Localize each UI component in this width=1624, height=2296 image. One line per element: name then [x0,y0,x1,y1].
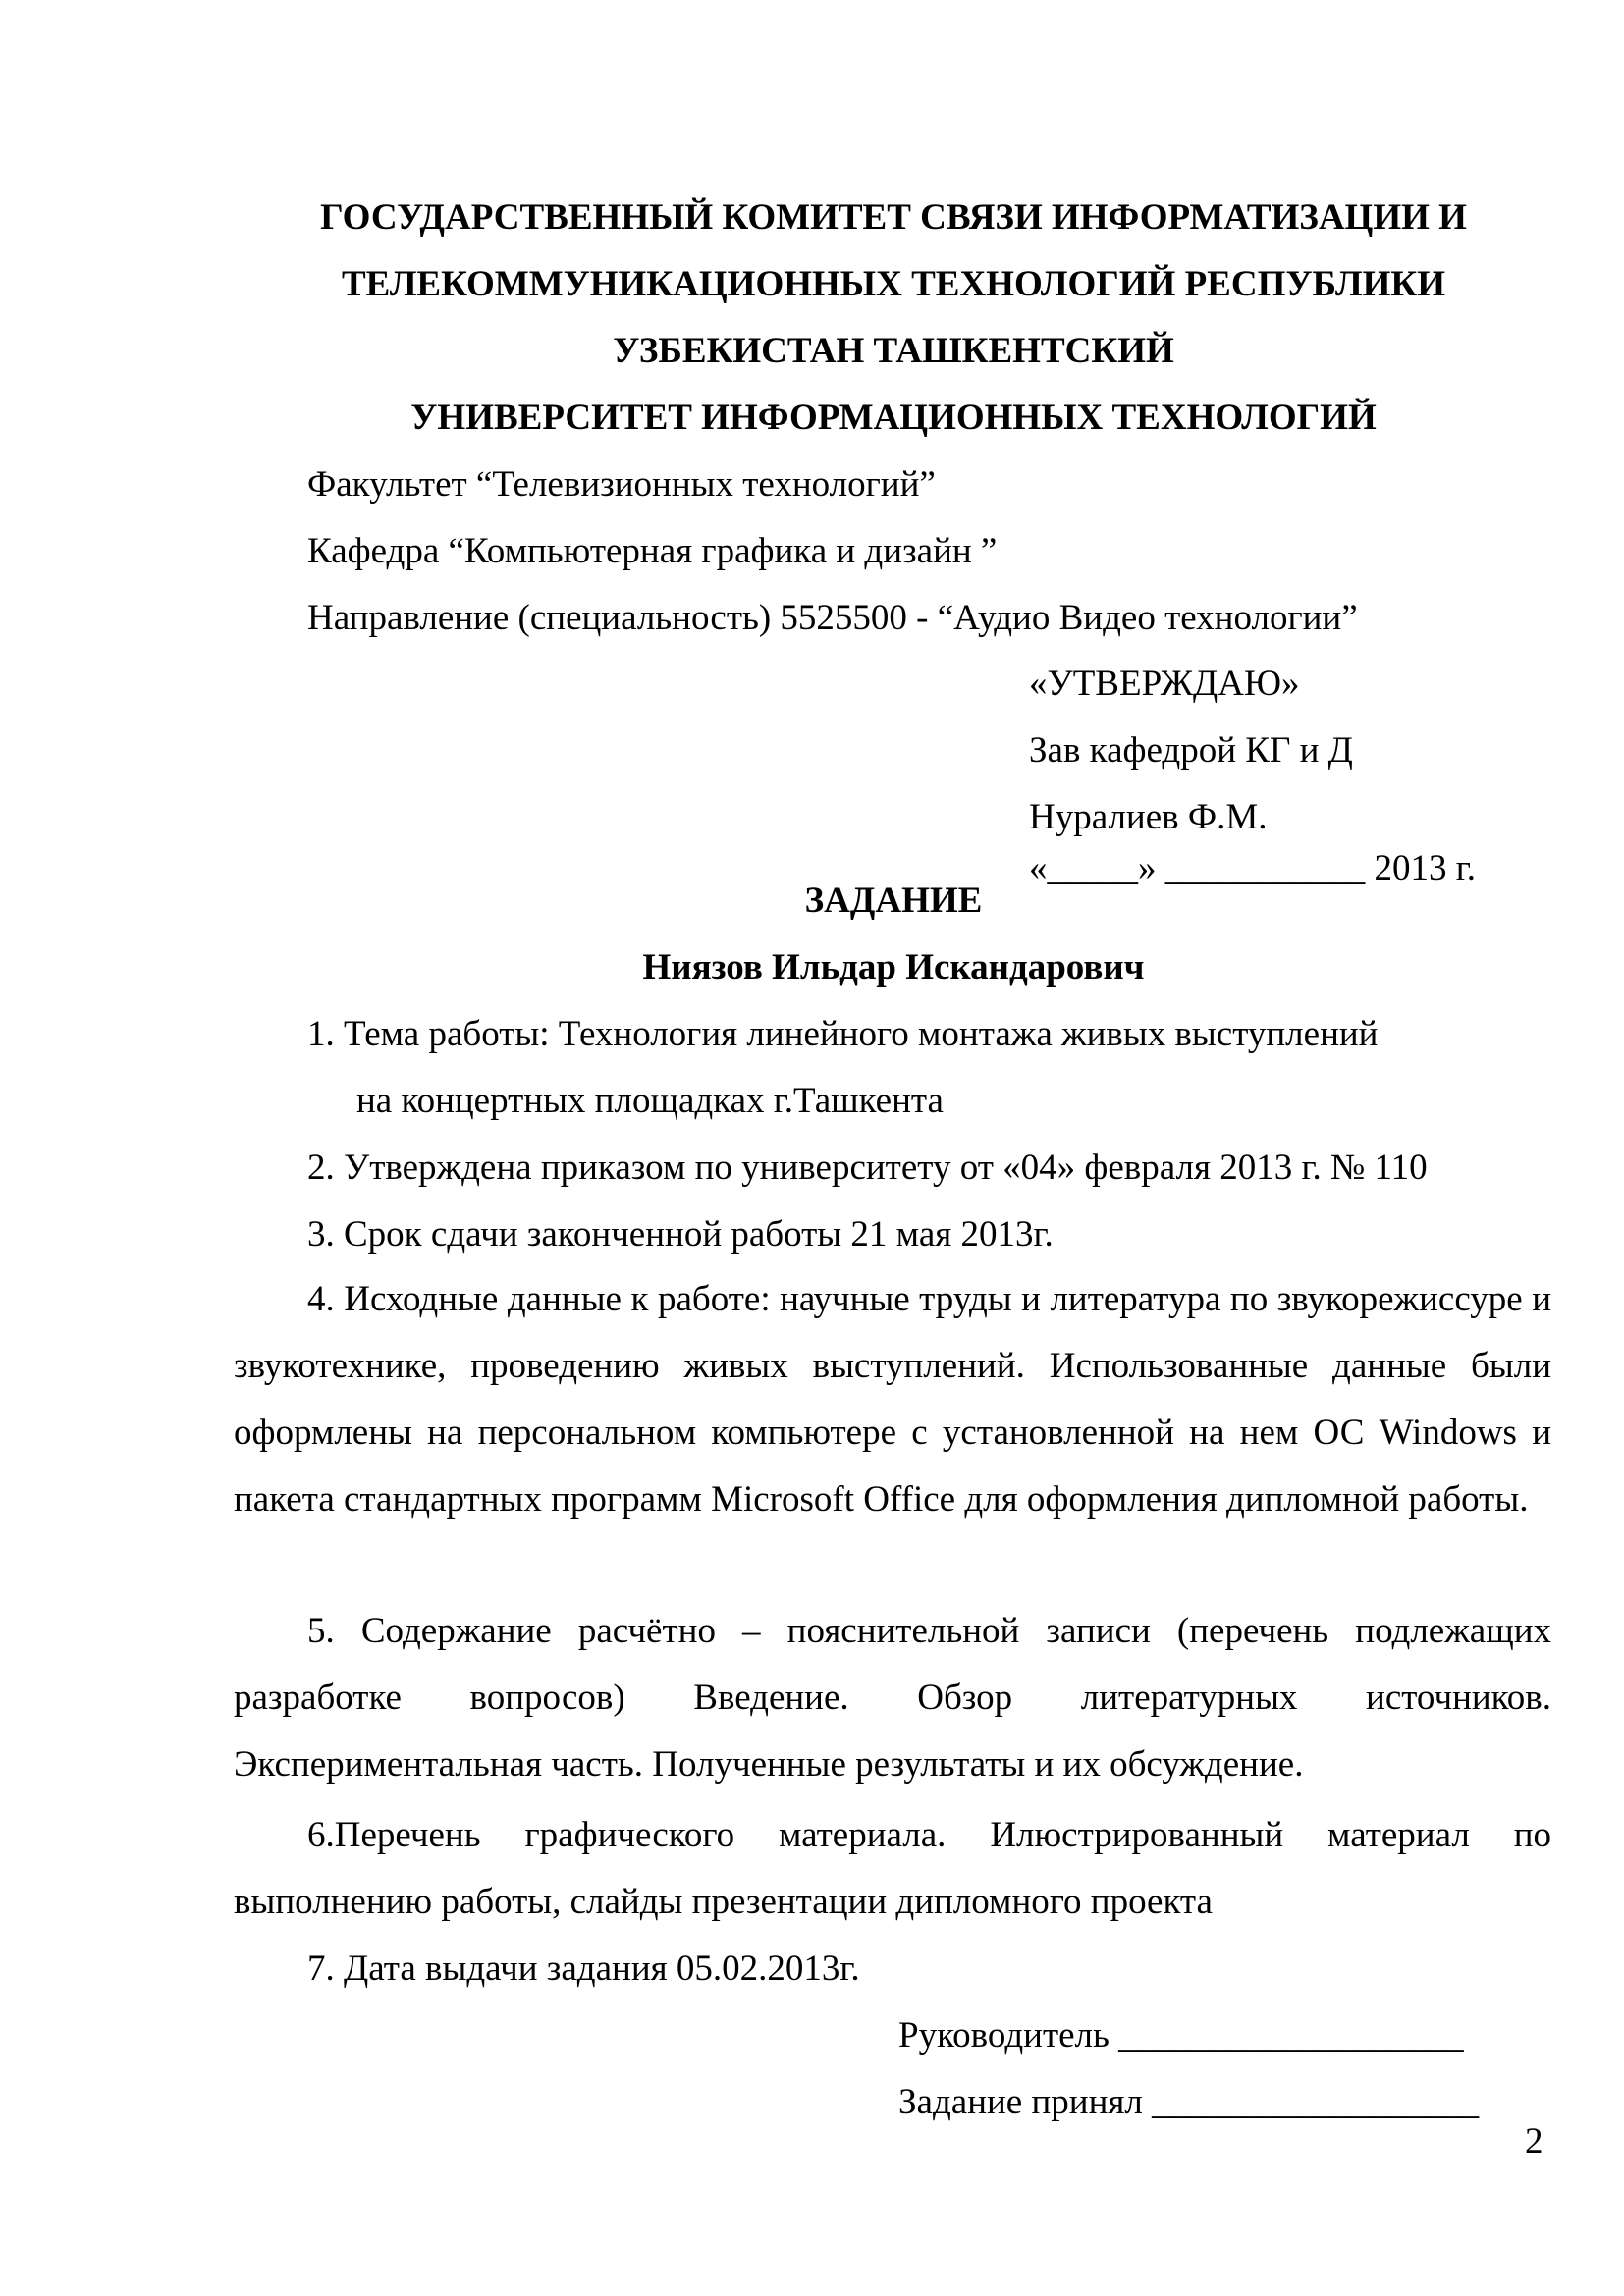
paragraph-graphics: 6.Перечень графического материала. Илюстрированный материал по выполнению работы, слайды презентации дипломного проекта [234,1815,1551,1922]
paragraph-contents: 5. Содержание расчётно – пояснительной записи (перечень подлежащих разработке вопросов) Введение. Обзор литературных источников. Экспериментальная часть. Полученные результаты и их обсуждение. [234,1611,1551,1785]
student-name: Ниязов Ильдар Искандарович [642,947,1145,988]
page-number: 2 [1525,2121,1543,2162]
heading-line: ГОСУДАРСТВЕННЫЙ КОМИТЕТ СВЯЗИ ИНФОРМАТИЗАЦИИ И [320,197,1467,238]
heading-line: УЗБЕКИСТАН ТАШКЕНТСКИЙ [613,331,1174,371]
approval-name: Нуралиев Ф.М. [1029,797,1268,837]
supervisor-signature: Руководитель ___________________ [898,2015,1464,2056]
approval-head: Зав кафедрой КГ и Д [1029,730,1353,771]
paragraph-source-data: 4. Исходные данные к работе: научные труды и литература по звукорежиссуре и звукотехнике, проведению живых выступлений. Использованные данные были оформлены на персональном компьютере с установленной на нем ОС Windows и пакета стандартных программ Microsoft Office для оформления дипломной работы. [234,1279,1551,1520]
signature-block [898,2002,1479,2136]
heading-line: УНИВЕРСИТЕТ ИНФОРМАЦИОННЫХ ТЕХНОЛОГИЙ [410,398,1377,438]
faculty-line: Факультет “Телевизионных технологий” [307,464,936,505]
institution-heading [236,185,1551,452]
list-item: 3. Срок сдачи законченной работы 21 мая 2013г. [307,1214,1054,1255]
meta-block [307,452,1358,652]
approval-stamp: «УТВЕРЖДАЮ» [1029,664,1300,704]
issue-date: 7. Дата выдачи задания 05.02.2013г. [307,1949,860,1989]
department-line: Кафедра “Компьютерная графика и дизайн ” [307,531,998,571]
list-item-continuation: на концертных площадках г.Ташкента [356,1081,944,1121]
approval-block [1029,651,1476,890]
accepted-signature: Задание принял __________________ [898,2082,1480,2122]
task-title: ЗАДАНИЕ [804,881,983,921]
heading-line: ТЕЛЕКОММУНИКАЦИОННЫХ ТЕХНОЛОГИЙ РЕСПУБЛИКИ [341,264,1446,304]
list-item: 1. Тема работы: Технология линейного монтажа живых выступлений [307,1014,1379,1054]
numbered-list [307,1001,1428,1268]
approval-date: «_____» ___________ 2013 г. [1029,848,1477,888]
direction-line: Направление (специальность) 5525500 - “Аудио Видео технологии” [307,598,1358,638]
list-item: 2. Утверждена приказом по университету от «04» февраля 2013 г. № 110 [307,1148,1428,1188]
